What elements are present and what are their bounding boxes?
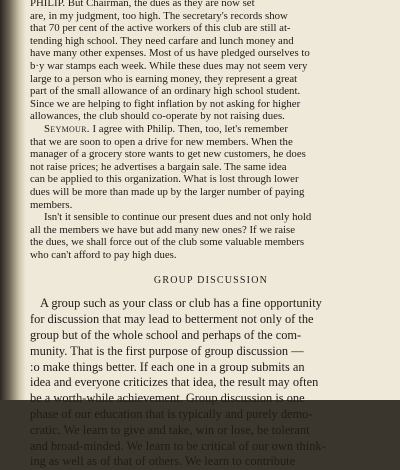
text-line: Isn't it sensible to continue our present dues and not only hold <box>44 211 312 224</box>
text-line: PHILIP. But Chairman, the dues as they are now set <box>30 0 255 9</box>
group-discussion-paragraph <box>30 296 392 470</box>
text-line: not raise prices; he advertises a bargain sale. The same idea <box>30 160 287 173</box>
text-line: who can't afford to pay high dues. <box>30 248 177 261</box>
text-line: idea and everyone criticizes that idea, the result may often <box>30 375 319 390</box>
text-line: ing as well as of that of others. We learn to contribute <box>30 454 296 469</box>
text-line: for discussion that may lead to betterment not only of the <box>30 312 314 327</box>
text-line: have many other expenses. Most of us have pledged ourselves to <box>30 47 310 60</box>
text-line <box>30 123 392 136</box>
seymour-speech <box>30 123 392 211</box>
text-line: allowances, the club should co-operate by not raising dues. <box>30 110 285 123</box>
book-gutter-shadow <box>0 0 26 400</box>
text-line: A group such as your class or club has a fine opportunity <box>40 296 322 311</box>
speech-text: I agree with Philip. Then, too, let's remember <box>89 122 288 135</box>
text-line: manager of a grocery store wants to get new customers, he does <box>30 148 306 161</box>
text-line: part of the small allowance of an ordinary high school student. <box>30 85 301 98</box>
text-line: group but of the whole school and perhaps of the com- <box>30 328 302 343</box>
text-line: the dues, we shall force out of the club some valuable members <box>30 236 305 249</box>
text-line: dues will be more than made up by the larger number of paying <box>30 185 305 198</box>
text-line: b·y war stamps each week. While these dues may not seem very <box>30 59 308 72</box>
text-line: can be applied to this organization. What is lost through lower <box>30 173 299 186</box>
text-line: large to a person who is earning money, they represent a great <box>30 72 298 85</box>
text-line: :o make things better. If each one in a group submits an <box>30 359 305 374</box>
text-line: that 70 per cent of the active workers of this club are still at- <box>30 22 291 35</box>
text-line: that we are soon to open a drive for new members. When the <box>30 135 293 148</box>
section-heading: GROUP DISCUSSION <box>153 275 269 287</box>
text-line: cratic. We learn to give and take, win or lose, be tolerant <box>30 422 310 437</box>
speaker-name: Seymour. <box>44 122 90 135</box>
text-line: Since we are helping to fight inflation by not asking for higher <box>30 97 301 110</box>
philip-speech <box>30 0 392 123</box>
text-line: and broad-minded. We learn to be critical of our own think- <box>30 438 326 453</box>
text-line: tending high school. They need carfare and lunch money and <box>30 34 294 47</box>
text-line: be a worth-while achievement. Group discussion is one <box>30 391 305 406</box>
text-line: all the members we have but add many new ones? If we raise <box>30 223 296 236</box>
text-line: members. <box>30 198 73 211</box>
page-text <box>30 0 392 470</box>
text-line: are, in my judgment, too high. The secretary's records show <box>30 9 288 22</box>
text-line: munity. That is the first purpose of group discussion — <box>30 343 304 358</box>
text-line: phase of our education that is typically and purely demo- <box>30 407 313 422</box>
closing-paragraph <box>30 211 392 261</box>
